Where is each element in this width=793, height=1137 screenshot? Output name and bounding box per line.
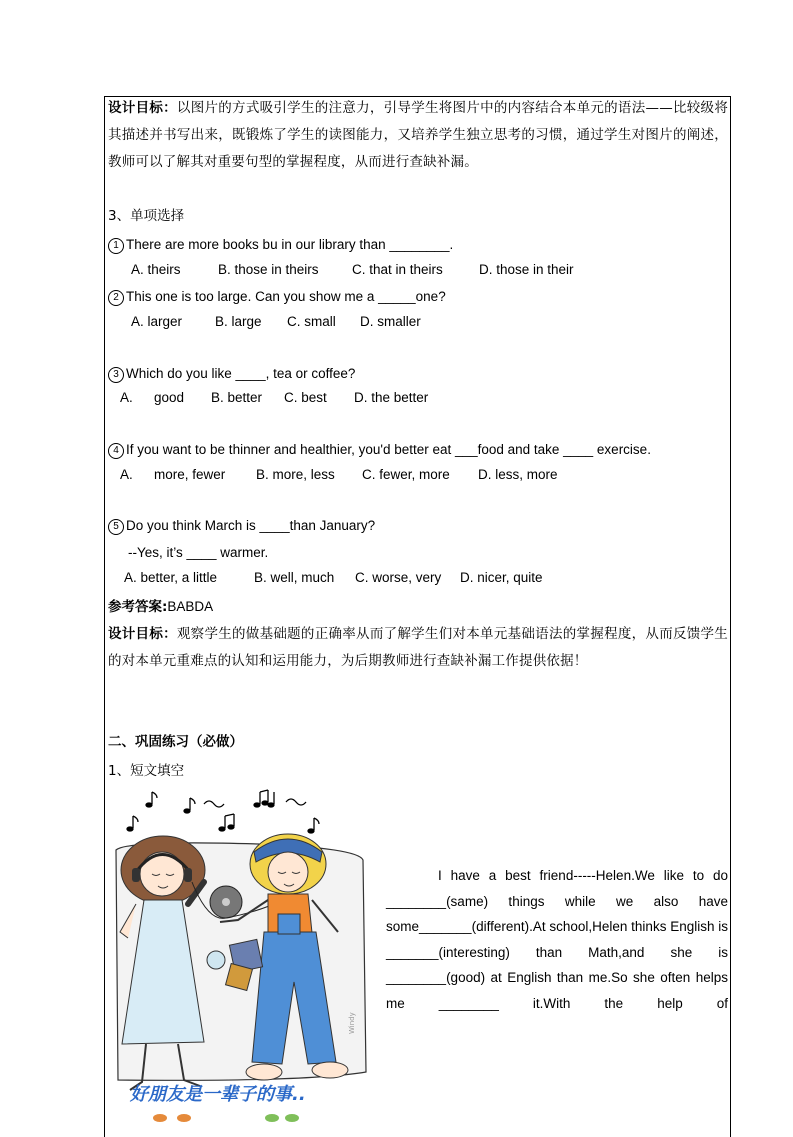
- option-b: B. better: [211, 390, 263, 405]
- question-text: Do you think March is ____than January?: [126, 518, 376, 533]
- option-a: A. theirs: [131, 262, 181, 277]
- music-notes-icon: [127, 790, 319, 833]
- option-c: C. worse, very: [355, 570, 442, 585]
- option-c: C. fewer, more: [362, 467, 450, 482]
- design-goal-label: 设计目标：: [108, 100, 177, 116]
- answer-line: [108, 597, 213, 617]
- option-b: B. large: [215, 314, 262, 329]
- illustration-svg: [108, 782, 373, 1122]
- option-a: A.: [120, 390, 133, 405]
- design-goal-label: 设计目标：: [108, 626, 177, 642]
- option-c: C. that in theirs: [352, 262, 443, 277]
- illustration-signature: Windy: [348, 1012, 356, 1034]
- question-number: 4: [108, 443, 124, 459]
- option-d: D. the better: [354, 390, 429, 405]
- cloze-passage: [386, 863, 728, 1016]
- option-b: B. well, much: [254, 570, 335, 585]
- option-d: D. smaller: [360, 314, 421, 329]
- answer-value: BABDA: [167, 599, 214, 614]
- option-d: D. nicer, quite: [460, 570, 543, 585]
- option-d: D. those in their: [479, 262, 574, 277]
- option-c: C. small: [287, 314, 336, 329]
- illustration-caption: 好朋友是一辈子的事..: [130, 1084, 306, 1105]
- friends-illustration: [108, 782, 373, 1122]
- question-4: [108, 440, 651, 460]
- question-2: [108, 287, 446, 307]
- design-goal-2: [108, 621, 728, 675]
- question-5-reply: --Yes, it’s ____ warmer.: [128, 545, 269, 560]
- question-3: [108, 364, 355, 384]
- option-a-text: good: [154, 390, 185, 405]
- option-b: B. more, less: [256, 467, 335, 482]
- question-1: [108, 235, 453, 255]
- passage-text: I have a best friend-----Helen.We like to do ________(same) things while we also have some_______(different).At school,Helen thinks English is _______(interesting) than Math,and she is ________(good) at English than me.So she often helps me ________ it.With the help of: [386, 868, 728, 1011]
- option-d: D. less, more: [478, 467, 558, 482]
- question-text: If you want to be thinner and healthier, you'd better eat ___food and take ____ exercise.: [126, 442, 651, 457]
- question-text: There are more books bu in our library than ________.: [126, 237, 454, 252]
- question-5: [108, 516, 375, 536]
- option-a: A. better, a little: [124, 570, 218, 585]
- option-a: A.: [120, 467, 133, 482]
- section-2-title: 二、巩固练习（必做）: [108, 734, 243, 750]
- design-goal-text: 以图片的方式吸引学生的注意力，引导学生将图片中的内容结合本单元的语法——比较级将其描述并书写出来，既锻炼了学生的读图能力，又培养学生独立思考的习惯，通过学生对图片的阐述，教师可以了解其对重要句型的掌握程度，从而进行查缺补漏。: [108, 100, 729, 170]
- option-b: B. those in theirs: [218, 262, 319, 277]
- section-3-title: 3、单项选择: [108, 208, 185, 224]
- design-goal-text: 观察学生的做基础题的正确率从而了解学生们对本单元基础语法的掌握程度，从而反馈学生的对本单元重难点的认知和运用能力，为后期教师进行查缺补漏工作提供依据！: [108, 626, 729, 669]
- subsection-1-title: 1、短文填空: [108, 763, 185, 779]
- option-a: A. larger: [131, 314, 183, 329]
- question-number: 1: [108, 238, 124, 254]
- option-a-text: more, fewer: [154, 467, 226, 482]
- question-number: 5: [108, 519, 124, 535]
- option-c: C. best: [284, 390, 327, 405]
- design-goal-1: [108, 95, 728, 176]
- question-number: 2: [108, 290, 124, 306]
- question-number: 3: [108, 367, 124, 383]
- answer-label: 参考答案:: [108, 599, 168, 615]
- question-text: Which do you like ____, tea or coffee?: [126, 366, 356, 381]
- question-text: This one is too large. Can you show me a _____one?: [126, 289, 446, 304]
